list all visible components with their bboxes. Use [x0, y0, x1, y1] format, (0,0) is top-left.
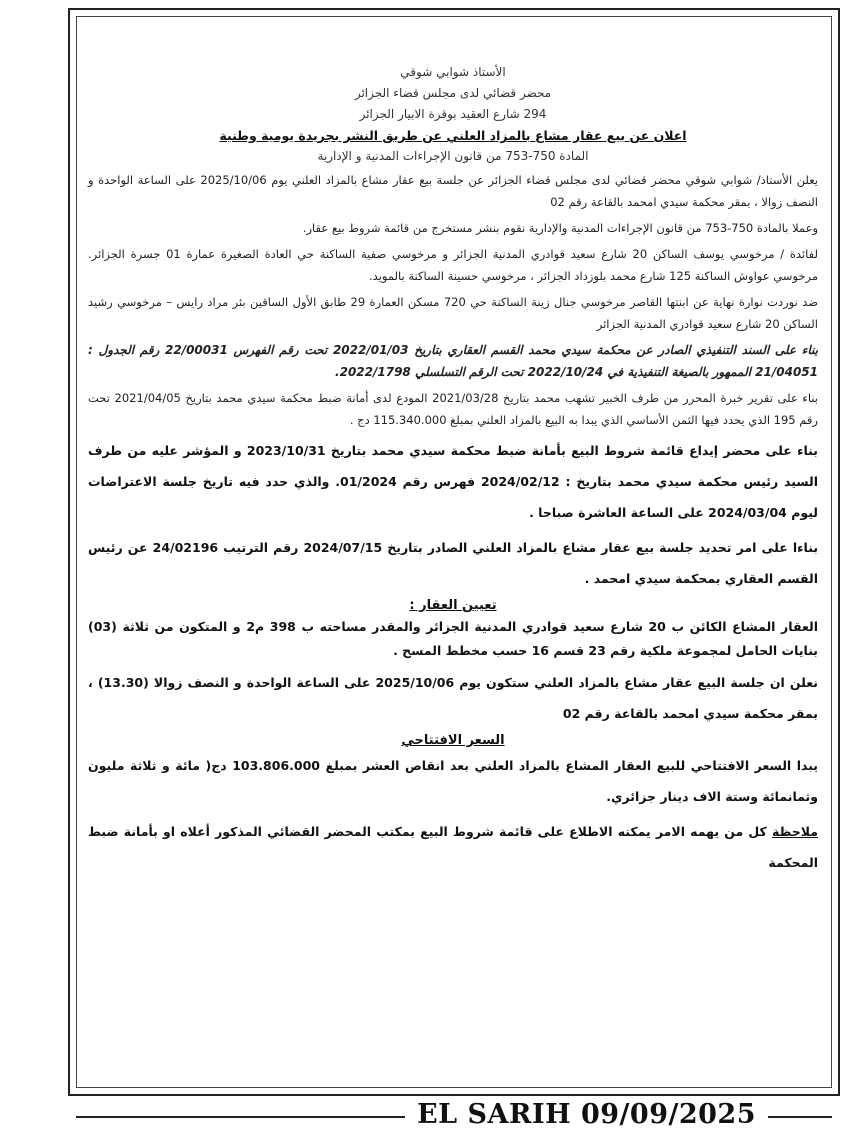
notice-content [88, 62, 818, 882]
sale-session: نعلن ان جلسة البيع عقار مشاع بالمزاد العلني ستكون يوم 2025/10/06 على الساعة الواحدة و النصف زوالا (13.30) ، بمقر محكمة سيدي امحمد بالقاعة رقم 02 [88, 675, 818, 721]
bailiff-name: الأستاذ شوابي شوقي [400, 65, 506, 79]
notice-title: اعلان عن بيع عقار مشاع بالمزاد العلني عن طريق النشر بجريدة يومية وطنية [219, 128, 687, 143]
paragraph-expert-report: بناء على تقرير خبرة المحرر من طرف الخبير تشهب محمد بتاريخ 2021/03/28 المودع لدى أمانة ضبط محكمة سيدي محمد بتاريخ 2021/04/05 تحت رقم 195 الذي يحدد فيها الثمن الأساسي الذي يبدا به البيع بالمزاد العلني بمبلغ 115.340.000 دج . [88, 391, 819, 427]
paragraph-against: ضد نوردت نوارة نهاية عن ابنتها القاصر مرخوسي جنال زينة الساكنة حي 720 مسكن العمارة 29 طابق الأول الساقين بئر مراد رايس – مرخوسي رشيد الساكن 20 شارع سعيد قوادري المدنية الجزائر [88, 295, 819, 331]
property-description: العقار المشاع الكائن ب 20 شارع سعيد قوادري المدنية الجزائر والمقدر مساحته ب 398 م2 و المتكون من ثلاثة (03) بنايات الحامل لمجموعة ملكية رقم 23 قسم 16 حسب مخطط المسح . [88, 619, 818, 658]
newspaper-brand: EL SARIH 09/09/2025 [405, 1098, 768, 1132]
notice-header [88, 62, 818, 167]
property-heading: تعيين العقار : [409, 598, 497, 613]
paragraph-beneficiaries: لفائدة / مرخوسي يوسف الساكن 20 شارع سعيد قوادري المدنية الجزائر و مرخوسي صفية الساكنة حي العادة الصغيرة عمارة 01 جسرة الجزائر. مرخوسي عواوش الساكنة 125 شارع محمد بلوزداد الجزائر ، مرخوسي حسينة الساكنة بالمويد. [88, 247, 818, 283]
bailiff-address: 294 شارع العقيد بوقرة الابيار الجزائر [359, 107, 547, 121]
note-keyword: ملاحظة [772, 824, 818, 839]
paragraph-legal-basis: وعملا بالمادة 750-753 من قانون الإجراءات المدنية والإدارية نقوم بنشر مستخرج من قائمة شروط بيع عقار. [302, 221, 818, 235]
note-text: كل من يهمه الامر يمكنه الاطلاع على قائمة شروط البيع بمكتب المحضر القضائي المذكور أعلاه او بأمانة ضبط المحكمة [88, 824, 818, 870]
footer [68, 1098, 840, 1132]
bailiff-title: محضر قضائي لدى مجلس قضاء الجزائر [354, 86, 552, 100]
price-text: يبدا السعر الافتتاحي للبيع العقار المشاع بالمزاد العلني بعد انقاص العشر بمبلغ 103.806.000 دج( مائة و ثلاثة مليون وثمانمائة وستة الاف دينار جزائري. [88, 758, 819, 804]
notice-subtitle: المادة 750-753 من قانون الإجراءات المدنية و الإدارية [317, 149, 589, 163]
price-heading: السعر الافتتاحي [401, 733, 505, 748]
note-paragraph [88, 816, 818, 878]
paragraph-announcement: يعلن الأستاذ/ شوابي شوقي محضر قضائي لدى مجلس قضاء الجزائر عن جلسة بيع عقار مشاع بالمزاد العلني يوم 2025/10/06 على الساعة الواحدة و النصف زوالا ، بمقر محكمة سيدي امحمد بالقاعة رقم 02 [88, 173, 818, 209]
paragraph-session-order: بناءا على امر تحديد جلسة بيع عقار مشاع بالمزاد العلني الصادر بتاريخ 2024/07/15 رقم الترتيب 24/02196 عن رئيس القسم العقاري بمحكمة سيدي امحمد . [88, 540, 819, 586]
paragraph-conditions-deposit: بناء على محضر إيداع قائمة شروط البيع بأمانة ضبط محكمة سيدي محمد بتاريخ 2023/10/31 و المؤشر عليه من طرف السيد رئيس محكمة سيدي محمد بتاريخ : 2024/02/12 فهرس رقم 01/2024. والذي حدد فيه تاريخ جلسة الاعتراضات ليوم 2024/03/04 على الساعة العاشرة صباحا . [88, 443, 818, 520]
paragraph-executive-title: بناء على السند التنفيذي الصادر عن محكمة سيدي محمد القسم العقاري بتاريخ 2022/01/03 تحت رقم الفهرس 22/00031 رقم الجدول : 21/04051 الممهور بالصيغة التنفيذية في 2022/10/24 تحت الرقم التسلسلي 2022/1798. [88, 343, 819, 379]
